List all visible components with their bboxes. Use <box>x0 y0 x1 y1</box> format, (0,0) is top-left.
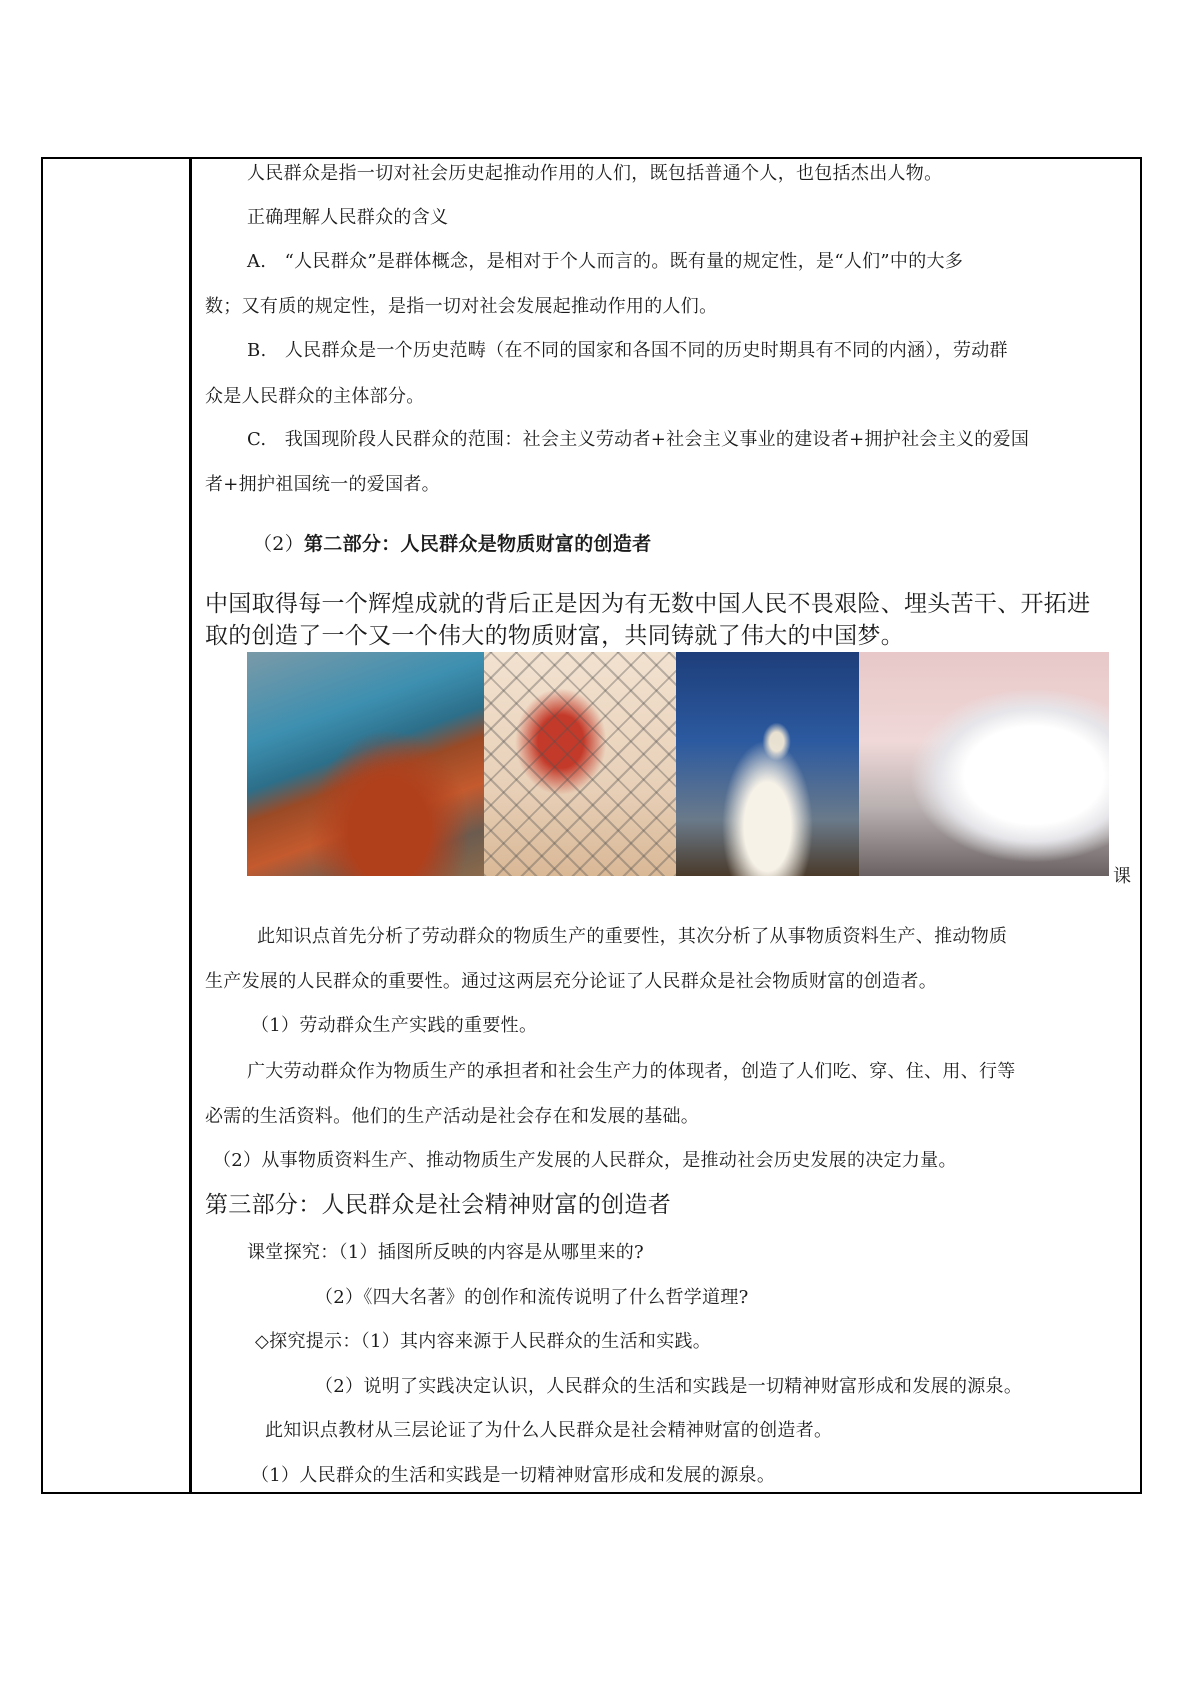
high-speed-train-image <box>859 652 1109 876</box>
paragraph-labor-line1: 广大劳动群众作为物质生产的承担者和社会生产力的体现者，创造了人们吃、穿、住、用、行等 <box>247 1061 1016 1082</box>
paragraph-point-two: （2）从事物质资料生产、推动物质生产发展的人民群众，是推动社会历史发展的决定力量。 <box>213 1150 957 1171</box>
paragraph-subtitle: 正确理解人民群众的含义 <box>247 207 449 228</box>
paragraph-inquiry-q1: 课堂探究：（1）插图所反映的内容是从哪里来的? <box>247 1242 645 1263</box>
paragraph-a-line1: A. “人民群众”是群体概念，是相对于个人而言的。既有量的规定性，是“人们”中的大多 <box>247 251 964 272</box>
barbecue-food-image <box>247 652 484 876</box>
paragraph-definition: 人民群众是指一切对社会历史起推动作用的人们，既包括普通个人，也包括杰出人物。 <box>247 163 943 184</box>
paragraph-hint-1: ◇探究提示：（1）其内容来源于人民群众的生活和实践。 <box>255 1331 712 1352</box>
paragraph-a-line2: 数；又有质的规定性，是指一切对社会发展起推动作用的人们。 <box>205 296 718 317</box>
paragraph-c-line1: C. 我国现阶段人民群众的范围：社会主义劳动者+社会主义事业的建设者+拥护社会主义的爱国 <box>247 429 1030 450</box>
illustration-strip <box>247 652 1109 876</box>
space-shuttle-launch-image <box>676 652 859 876</box>
big-text-line2: 取的创造了一个又一个伟大的物质财富，共同铸就了伟大的中国梦。 <box>205 623 904 649</box>
paragraph-three-layers: 此知识点教材从三层论证了为什么人民群众是社会精神财富的创造者。 <box>265 1420 833 1441</box>
paragraph-point-one: （1）劳动群众生产实践的重要性。 <box>251 1015 538 1036</box>
section-three-heading: 第三部分：人民群众是社会精神财富的创造者 <box>205 1192 671 1218</box>
big-text-line1: 中国取得每一个辉煌成就的背后正是因为有无数中国人民不畏艰险、埋头苦干、开拓进 <box>205 591 1091 617</box>
paragraph-analysis-line2: 生产发展的人民群众的重要性。通过这两层充分论证了人民群众是社会物质财富的创造者。 <box>205 971 937 992</box>
section-two-heading <box>253 533 1178 555</box>
paragraph-analysis-line1: 此知识点首先分析了劳动群众的物质生产的重要性，其次分析了从事物质资料生产、推动物质 <box>257 926 1008 947</box>
paragraph-c-line2: 者+拥护祖国统一的爱国者。 <box>205 474 440 495</box>
paragraph-source-point: （1）人民群众的生活和实践是一切精神财富形成和发展的源泉。 <box>251 1465 776 1486</box>
image-trailing-text: 课 <box>1113 866 1131 887</box>
paragraph-b-line2: 众是人民群众的主体部分。 <box>205 386 425 407</box>
section-two-number: （2） <box>253 533 304 555</box>
sneaker-net-image <box>484 652 676 876</box>
paragraph-hint-2: （2）说明了实践决定认识，人民群众的生活和实践是一切精神财富形成和发展的源泉。 <box>315 1376 1023 1397</box>
paragraph-labor-line2: 必需的生活资料。他们的生产活动是社会存在和发展的基础。 <box>205 1106 700 1127</box>
paragraph-b-line1: B. 人民群众是一个历史范畴（在不同的国家和各国不同的历史时期具有不同的内涵），劳动群 <box>247 340 1008 361</box>
section-two-title: 第二部分：人民群众是物质财富的创造者 <box>304 533 652 555</box>
paragraph-inquiry-q2: （2）《四大名著》的创作和流传说明了什么哲学道理? <box>315 1287 749 1308</box>
